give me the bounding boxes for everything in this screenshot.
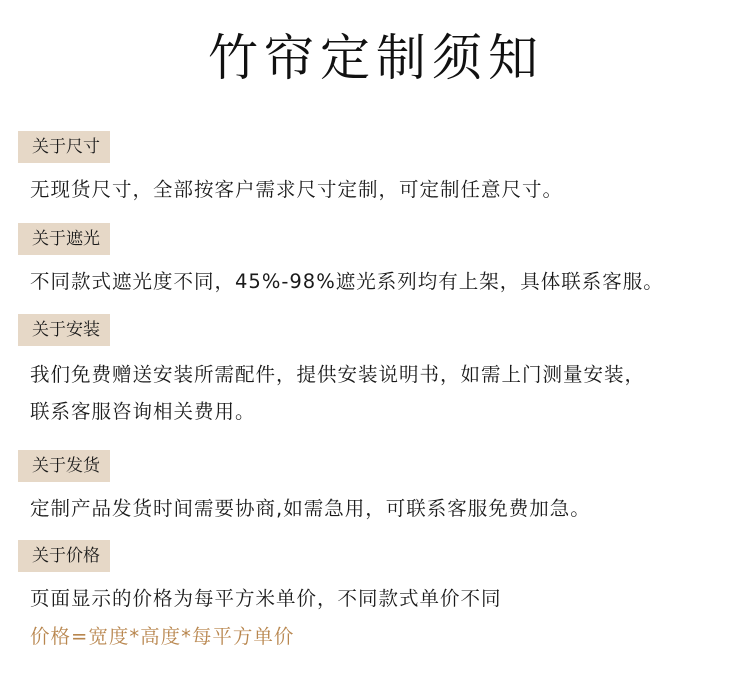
section-tag-size: 关于尺寸 [18,131,110,163]
size-description: 无现货尺寸，全部按客户需求尺寸定制，可定制任意尺寸。 [30,178,564,201]
shipping-description: 定制产品发货时间需要协商,如需急用，可联系客服免费加急。 [30,497,591,520]
price-description: 页面显示的价格为每平方米单价，不同款式单价不同 [30,587,502,610]
shading-description: 不同款式遮光度不同，45%-98%遮光系列均有上架，具体联系客服。 [30,270,664,293]
section-tag-installation: 关于安装 [18,314,110,346]
price-formula: 价格=宽度*高度*每平方单价 [30,625,295,648]
section-tag-shading: 关于遮光 [18,223,110,255]
section-tag-shipping: 关于发货 [18,450,110,482]
installation-description-line-1: 我们免费赠送安装所需配件，提供安装说明书，如需上门测量安装， [30,363,646,386]
page-title: 竹帘定制须知 [208,29,544,87]
installation-description-line-2: 联系客服咨询相关费用。 [30,400,256,423]
section-tag-price: 关于价格 [18,540,110,572]
